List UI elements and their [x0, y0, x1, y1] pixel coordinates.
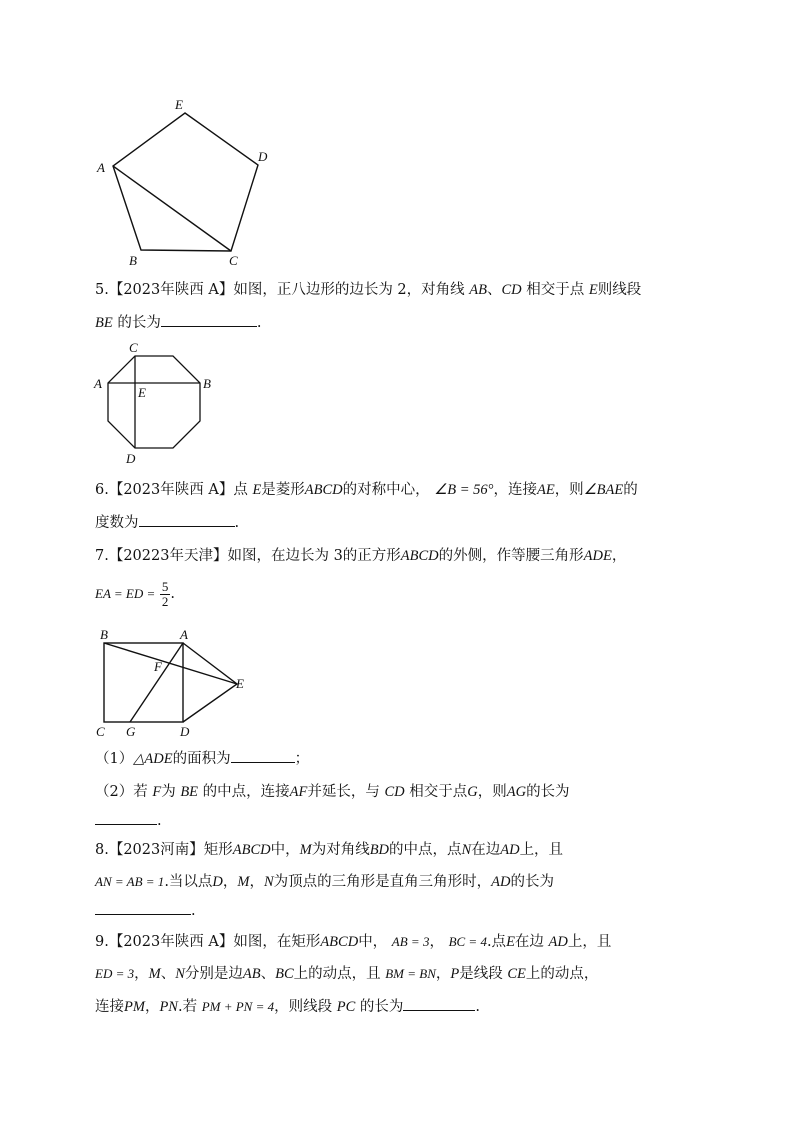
- square-label-a: A: [180, 627, 188, 642]
- octagon-label-a: A: [94, 376, 102, 391]
- square-label-d: D: [180, 724, 190, 739]
- q8-answer-blank: [95, 900, 191, 915]
- q8-answer: .: [95, 900, 196, 921]
- square-label-g: G: [126, 724, 136, 739]
- q7-line-2: EA = ED = $\frac{5}{2}$ .: [95, 578, 175, 609]
- q7-line-1: 7.【20223年天津】如图，在边长为 3的正方形ABCD的外侧，作等腰三角形ADE，: [95, 548, 627, 564]
- q7-part-1: （1）△ADE的面积为 ；: [95, 748, 309, 769]
- q9-line-2: ED = 3，M、N分别是边AB、BC上的动点，且 BM = BN，P是线段 CE上的动点，: [95, 966, 599, 982]
- q7-part-1-blank: [231, 748, 295, 763]
- q7-fraction: $\frac{5}{2}$: [161, 578, 169, 609]
- q7-part-2-blank: [95, 810, 157, 825]
- pentagon-label-e: E: [175, 97, 183, 112]
- q5-line-1: 5.【2023年陕西 A】如图，正八边形的边长为 2，对角线 AB、CD 相交于点 E则线段: [95, 282, 642, 298]
- square-label-e: E: [236, 676, 244, 691]
- q5-answer-blank: [161, 312, 257, 327]
- q7-part-2: （2）若 F为 BE 的中点，连接AF并延长，与 CD 相交于点G，则AG的长为: [95, 784, 570, 800]
- square-figure: [92, 624, 262, 740]
- octagon-figure: [93, 340, 223, 468]
- q9-line-1: 9.【2023年陕西 A】如图，在矩形ABCD中， AB = 3， BC = 4.点E在边 AD上，且: [95, 934, 612, 950]
- q6-answer-blank: [139, 512, 235, 527]
- octagon-label-e: E: [138, 385, 146, 400]
- pentagon-label-b: B: [129, 253, 137, 267]
- octagon-label-b: B: [203, 376, 211, 391]
- q6-line-1: 6.【2023年陕西 A】点 E是菱形ABCD的对称中心， ∠B = 56°，连接AE，则∠BAE的: [95, 482, 638, 498]
- q8-line-2: AN = AB = 1.当以点D，M，N为顶点的三角形是直角三角形时，AD的长为: [95, 874, 555, 890]
- square-label-f: F: [154, 659, 162, 674]
- square-label-b: B: [100, 627, 108, 642]
- q6-line-2: 度数为 .: [95, 512, 239, 533]
- square-label-c: C: [96, 724, 105, 739]
- octagon-label-d: D: [126, 451, 136, 466]
- pentagon-figure: [95, 95, 275, 267]
- q7-part-2-answer: .: [95, 810, 162, 831]
- pentagon-label-a: A: [97, 160, 105, 175]
- q9-answer-blank: [403, 996, 475, 1011]
- pentagon-label-c: C: [229, 253, 238, 267]
- q8-line-1: 8.【2023河南】矩形ABCD中，M为对角线BD的中点，点N在边AD上，且: [95, 842, 564, 858]
- octagon-label-c: C: [129, 340, 138, 355]
- q5-line-2: BE 的长为 .: [95, 312, 261, 333]
- q9-line-3: 连接PM，PN.若 PM + PN = 4，则线段 PC 的长为 .: [95, 996, 480, 1017]
- pentagon-label-d: D: [258, 149, 268, 164]
